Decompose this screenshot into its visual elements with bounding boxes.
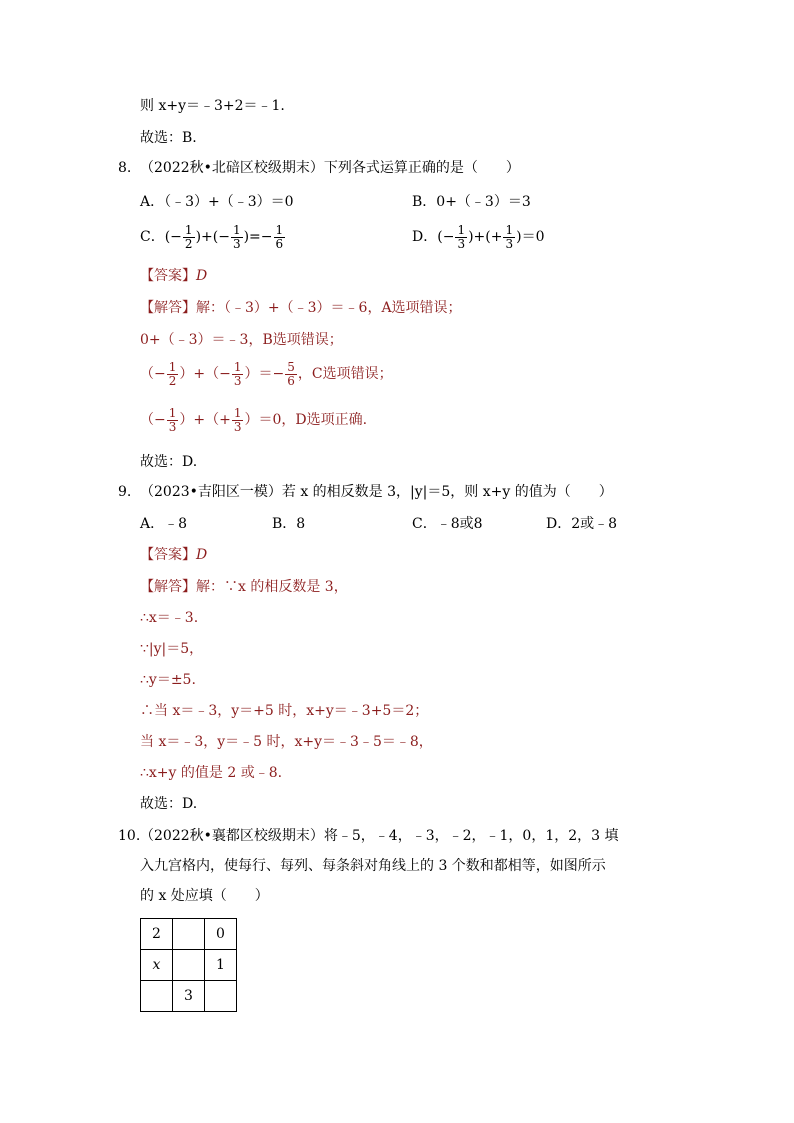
q8-option-d: D．(− $\frac{1}{3}$ )+(+ $\frac{1}{3}$ )＝0 (412, 222, 545, 251)
q9-explain-2: ∴x＝﹣3. (140, 610, 199, 626)
q8-explain-4: （− $\frac{1}{3}$ ）+（+ $\frac{1}{3}$ ）＝0，D选项正确. (140, 405, 368, 434)
grid-row (141, 919, 237, 950)
q8-explain-3: （− $\frac{1}{2}$ ）+（− $\frac{1}{3}$ ）＝− $\frac{5}{6}$ ，C选项错误； (140, 359, 393, 388)
q10-stem-line-2: 入九宫格内，使每行、每列、每条斜对角线上的 3 个数和都相等，如图所示 (140, 858, 606, 874)
q8-choose: 故选：D. (140, 454, 198, 470)
grid-cell: x (141, 950, 173, 981)
grid-cell: 0 (205, 919, 237, 950)
grid-cell (141, 981, 173, 1012)
grid-row (141, 981, 237, 1012)
q9-answer: 【答案】D (140, 547, 208, 563)
prev-solution-line: 则 x+y＝﹣3+2＝﹣1. (140, 98, 285, 114)
q10-stem-line-1: （2022秋•襄都区校级期末）将﹣5，﹣4，﹣3，﹣2，﹣1，0，1，2，3 填 (140, 828, 619, 844)
grid-cell: 1 (205, 950, 237, 981)
q10-stem-line-3: 的 x 处应填（ ） (140, 888, 269, 904)
grid-cell: 2 (141, 919, 173, 950)
q9-option-a: A．﹣8 (140, 516, 188, 532)
q9-explain-1: 【解答】解：∵x 的相反数是 3， (140, 579, 348, 595)
q9-option-b: B．8 (272, 516, 306, 532)
q9-number: 9. (118, 484, 132, 500)
q8-stem: （2022秋•北碚区校级期末）下列各式运算正确的是（ ） (140, 160, 520, 176)
q8-option-b: B．0+（﹣3）＝3 (412, 194, 531, 210)
q9-option-c: C．﹣8或8 (412, 516, 483, 532)
q8-explain-1: 【解答】解：（﹣3）+（﹣3）＝﹣6，A选项错误； (140, 300, 462, 316)
magic-square-grid (140, 918, 237, 1012)
grid-row (141, 950, 237, 981)
q8-option-c: C．(− $\frac{1}{2}$ )+(− $\frac{1}{3}$ )=− $\frac{1}{6}$ (140, 222, 284, 251)
q9-explain-6: 当 x＝﹣3，y＝﹣5 时，x+y＝﹣3﹣5＝﹣8， (140, 734, 433, 750)
q9-explain-3: ∵|y|＝5， (140, 641, 204, 657)
grid-cell (205, 981, 237, 1012)
q9-explain-4: ∴y＝±5. (140, 672, 196, 688)
prev-choose: 故选：B. (140, 130, 197, 146)
q9-explain-5: ∴当 x＝﹣3，y＝+5 时，x+y＝﹣3+5＝2； (140, 703, 429, 719)
grid-cell (173, 950, 205, 981)
q8-number: 8. (118, 160, 132, 176)
q8-explain-2: 0+（﹣3）＝﹣3，B选项错误； (140, 332, 343, 348)
grid-cell (173, 919, 205, 950)
q9-option-d: D．2或﹣8 (546, 516, 618, 532)
q8-answer: 【答案】D (140, 268, 208, 284)
grid-cell: 3 (173, 981, 205, 1012)
q8-option-a: A．（﹣3）+（﹣3）＝0 (140, 194, 294, 210)
q9-stem: （2023•吉阳区一模）若 x 的相反数是 3，|y|＝5，则 x+y 的值为（ ） (140, 484, 613, 500)
q10-number: 10. (118, 828, 141, 844)
q9-choose: 故选：D. (140, 796, 198, 812)
q9-explain-7: ∴x+y 的值是 2 或﹣8. (140, 765, 283, 781)
